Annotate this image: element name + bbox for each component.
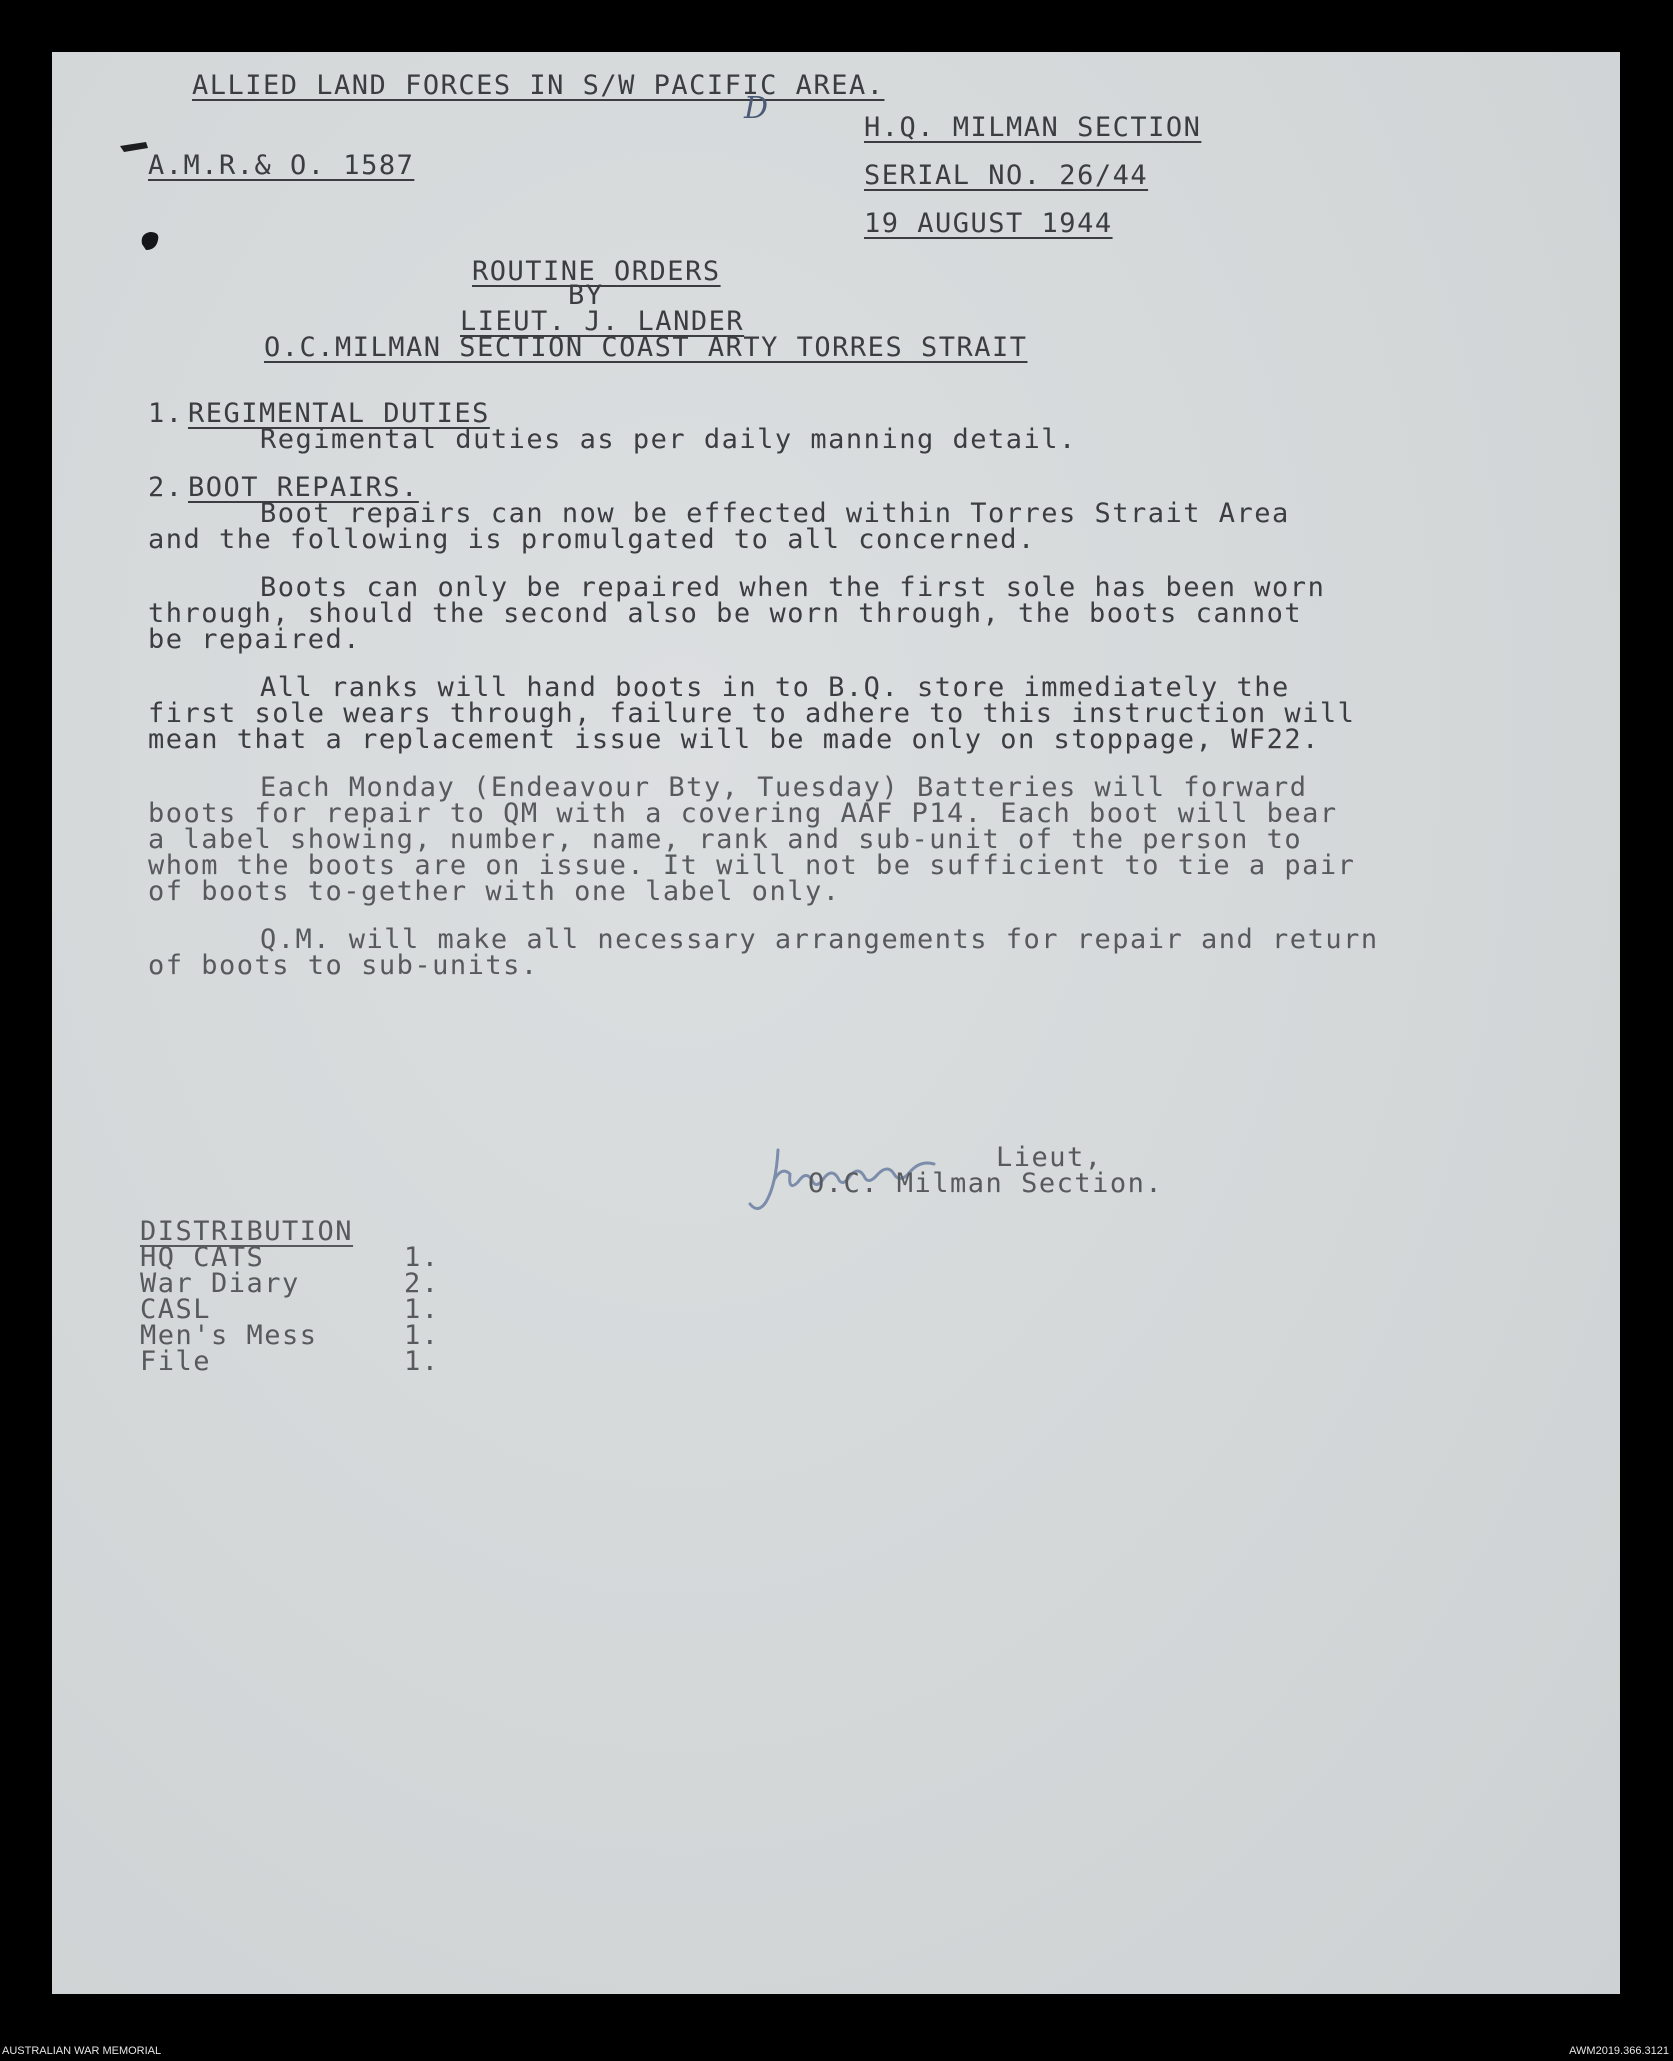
body-line: boots for repair to QM with a covering AAF P14. Each boot will bear [148,798,1338,829]
distribution-item-copies: 2. [404,1268,440,1299]
body-line: Q.M. will make all necessary arrangements for repair and return [260,924,1379,955]
distribution-item-copies: 1. [404,1294,440,1325]
section-2-heading: BOOT REPAIRS. [188,472,419,503]
distribution-heading: DISTRIBUTION [140,1216,354,1247]
document-page [52,52,1620,1994]
section-1-heading: REGIMENTAL DUTIES [188,398,490,429]
handwritten-mark: D [744,91,769,126]
section-1-line: Regimental duties as per daily manning detail. [260,424,1077,455]
signature-rank: Lieut, [996,1142,1103,1173]
body-line: Each Monday (Endeavour Bty, Tuesday) Batteries will forward [260,772,1308,803]
section-1-number: 1. [148,398,184,429]
punch-hole-mark-icon [118,134,150,156]
distribution-item-copies: 1. [404,1320,440,1351]
body-line: be repaired. [148,624,362,655]
document-date: 19 AUGUST 1944 [864,208,1113,239]
hq-section: H.Q. MILMAN SECTION [864,112,1202,143]
punch-hole-icon [136,226,166,256]
distribution-item-name: CASL [140,1294,212,1325]
body-line: and the following is promulgated to all concerned. [148,524,1036,555]
title-line-4: O.C.MILMAN SECTION COAST ARTY TORRES STRAIT [264,332,1028,363]
distribution-item-name: War Diary [140,1268,300,1299]
body-line: All ranks will hand boots in to B.Q. store immediately the [260,672,1290,703]
body-line: Boot repairs can now be effected within Torres Strait Area [260,498,1290,529]
section-2-number: 2. [148,472,184,503]
distribution-item-copies: 1. [404,1242,440,1273]
command-heading: ALLIED LAND FORCES IN S/W PACIFIC AREA. [192,70,885,101]
body-line: Boots can only be repaired when the first sole has been worn [260,572,1326,603]
title-line-1: ROUTINE ORDERS [472,256,721,287]
footer-reference: AWM2019.366.3121 [1569,2045,1669,2057]
distribution-item-name: HQ CATS [140,1242,265,1273]
distribution-item-name: File [140,1346,212,1377]
footer-institution: AUSTRALIAN WAR MEMORIAL [2,2045,162,2057]
amro-reference: A.M.R.& O. 1587 [148,150,415,181]
signature-appointment: O.C. Milman Section. [808,1168,1164,1199]
distribution-item-name: Men's Mess [140,1320,318,1351]
body-line: whom the boots are on issue. It will not be sufficient to tie a pair [148,850,1356,881]
body-line: through, should the second also be worn through, the boots cannot [148,598,1303,629]
title-line-2: BY [568,280,604,311]
distribution-item-copies: 1. [404,1346,440,1377]
title-line-3: LIEUT. J. LANDER [460,306,745,337]
body-line: mean that a replacement issue will be made only on stoppage, WF22. [148,724,1320,755]
body-line: first sole wears through, failure to adhere to this instruction will [148,698,1356,729]
body-line: a label showing, number, name, rank and sub-unit of the person to [148,824,1303,855]
serial-number: SERIAL NO. 26/44 [864,160,1149,191]
body-line: of boots to-gether with one label only. [148,876,841,907]
body-line: of boots to sub-units. [148,950,539,981]
